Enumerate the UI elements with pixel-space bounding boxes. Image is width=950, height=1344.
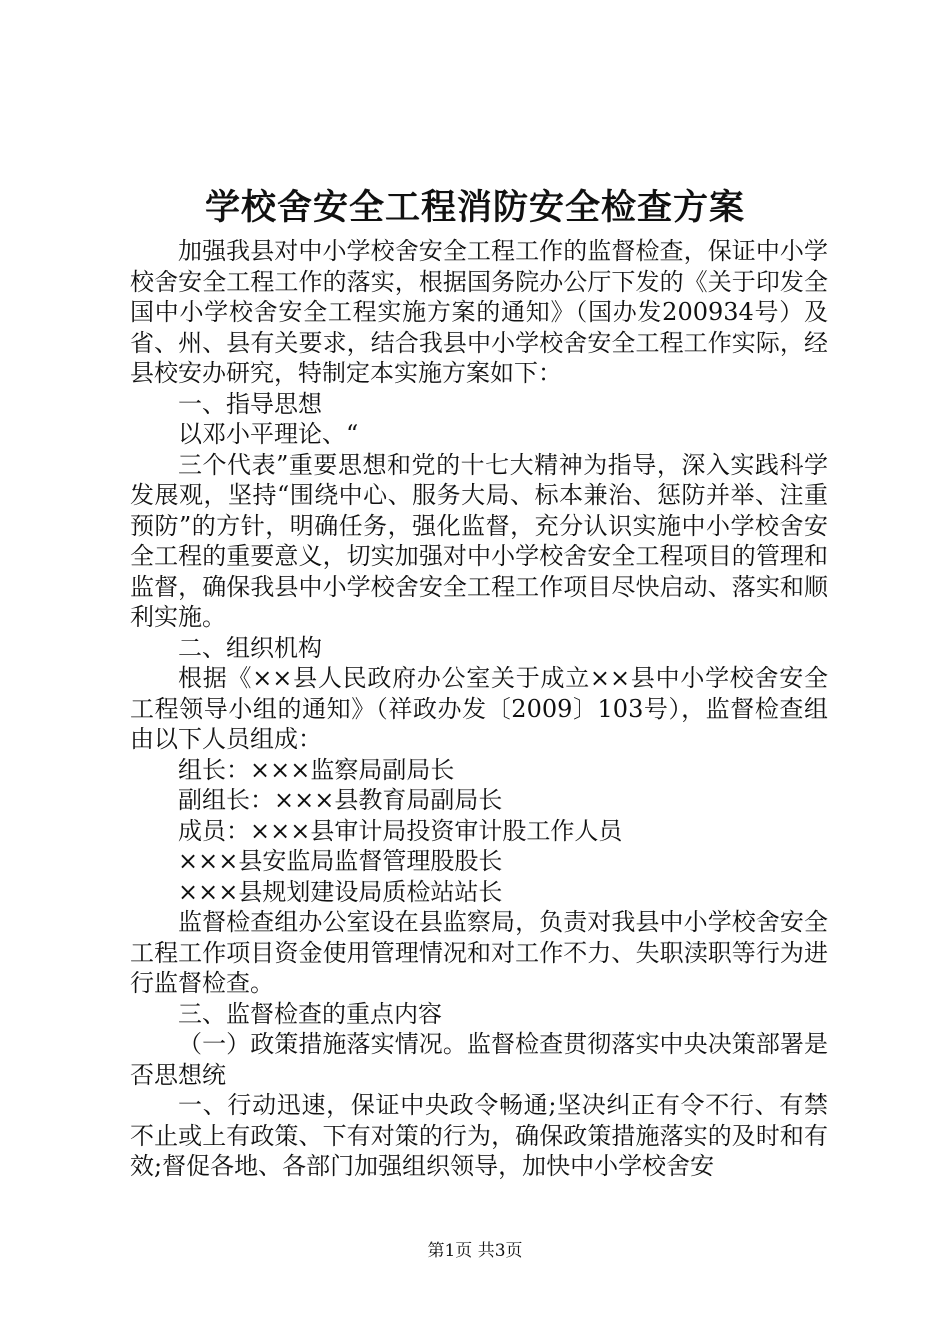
paragraph-organization-basis: 根据《××县人民政府办公室关于成立××县中小学校舍安全工程领导小组的通知》（祥政办发〔2009〕103号），监督检查组由以下人员组成： — [130, 664, 828, 753]
member-deputy-leader: 副组长：×××县教育局副局长 — [178, 786, 503, 814]
paragraph-office: 监督检查组办公室设在县监察局，负责对我县中小学校舍安全工程工作项目资金使用管理情况和对工作不力、失职渎职等行为进行监督检查。 — [130, 908, 828, 997]
paragraph-three-represents: 三个代表”重要思想和党的十七大精神为指导，深入实践科学发展观，坚持“围绕中心、服务大局、标本兼治、惩防并举、注重预防”的方针，明确任务，强化监督，充分认识实施中小学校舍安全工程的重要意义，切实加强对中小学校舍安全工程项目的管理和监督，确保我县中小学校舍安全工程工作项目尽快启动、落实和顺利实施。 — [130, 450, 828, 631]
paragraph-action: 一、行动迅速，保证中央政令畅通;坚决纠正有令不行、有禁不止或上有政策、下有对策的行为，确保政策措施落实的及时和有效;督促各地、各部门加强组织领导，加快中小学校舍安 — [130, 1091, 828, 1180]
section-heading-key-content: 三、监督检查的重点内容 — [178, 999, 442, 1028]
section-heading-organization: 二、组织机构 — [178, 633, 322, 662]
paragraph-theory: 以邓小平理论、“ — [178, 420, 359, 448]
document-body — [130, 236, 828, 1182]
section-heading-guiding-ideology: 一、指导思想 — [178, 389, 322, 418]
member-planning: ×××县规划建设局质检站站长 — [178, 877, 503, 906]
member-leader: 组长：×××监察局副局长 — [178, 755, 455, 784]
document-title: 学校舍安全工程消防安全检查方案 — [204, 187, 745, 228]
member-audit: 成员：×××县审计局投资审计股工作人员 — [178, 816, 623, 845]
page-number: 第1页 共3页 — [427, 1241, 523, 1261]
member-safety: ×××县安监局监督管理股股长 — [178, 847, 503, 875]
paragraph-policy-implementation: （一）政策措施落实情况。监督检查贯彻落实中央决策部署是否思想统 — [130, 1030, 828, 1089]
paragraph-intro: 加强我县对中小学校舍安全工程工作的监督检查，保证中小学校舍安全工程工作的落实，根据国务院办公厅下发的《关于印发全国中小学校舍安全工程实施方案的通知》（国办发200934号）及省、州、县有关要求，结合我县中小学校舍安全工程工作实际，经县校安办研究，特制定本实施方案如下： — [130, 237, 828, 387]
